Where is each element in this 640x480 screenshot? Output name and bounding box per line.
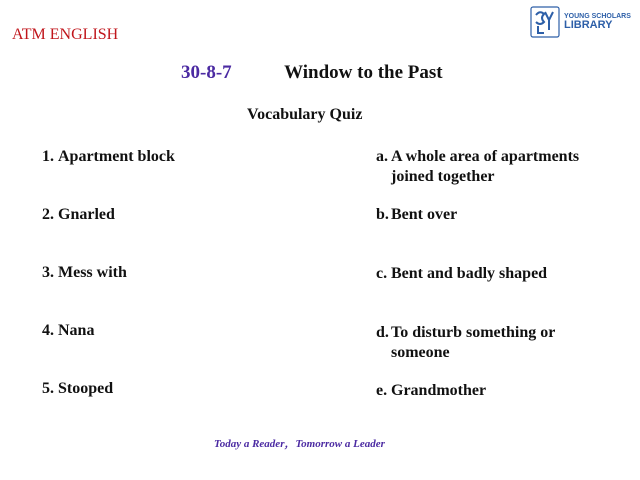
definition-text: Bent over [391, 206, 458, 223]
term-number: 2. [42, 206, 54, 223]
definition-item [376, 205, 606, 225]
definition-letter: d. [376, 324, 389, 341]
brand-logo-text: ATM ENGLISH [12, 26, 119, 43]
lesson-name: Window to the Past [284, 62, 443, 83]
quiz-title: Vocabulary Quiz [247, 106, 363, 123]
definition-letter: e. [376, 382, 388, 399]
term-text: Stooped [58, 380, 114, 397]
logo-line-2: LIBRARY [564, 18, 613, 31]
footer-motto: Today a Reader，Tomorrow a Leader [214, 438, 385, 450]
term-item [42, 380, 113, 398]
definition-text: To disturb something or someone [391, 324, 556, 361]
definition-text: A whole area of apartments joined together [391, 148, 580, 185]
definition-item [376, 264, 606, 284]
definition-letter: b. [376, 206, 389, 223]
lesson-code: 30-8-7 [181, 62, 232, 83]
term-text: Gnarled [58, 206, 115, 223]
term-text: Apartment block [58, 148, 175, 165]
library-logo [530, 6, 631, 38]
term-number: 4. [42, 322, 54, 339]
definition-item [376, 381, 606, 401]
definition-letter: c. [376, 265, 388, 282]
term-item [42, 264, 127, 282]
term-text: Nana [58, 322, 95, 339]
term-item [42, 148, 175, 166]
syl-logo-icon [530, 6, 560, 38]
term-text: Mess with [58, 264, 127, 281]
definition-text: Grandmother [391, 382, 487, 399]
definition-letter: a. [376, 148, 388, 165]
term-item [42, 322, 94, 340]
term-number: 3. [42, 264, 54, 281]
term-number: 5. [42, 380, 54, 397]
logo-line-1: YOUNG SCHOLARS [564, 12, 631, 20]
definition-item [376, 323, 606, 363]
definition-item [376, 147, 606, 187]
page-title [181, 62, 443, 84]
definition-text: Bent and badly shaped [391, 265, 548, 282]
term-item [42, 206, 115, 224]
term-number: 1. [42, 148, 54, 165]
